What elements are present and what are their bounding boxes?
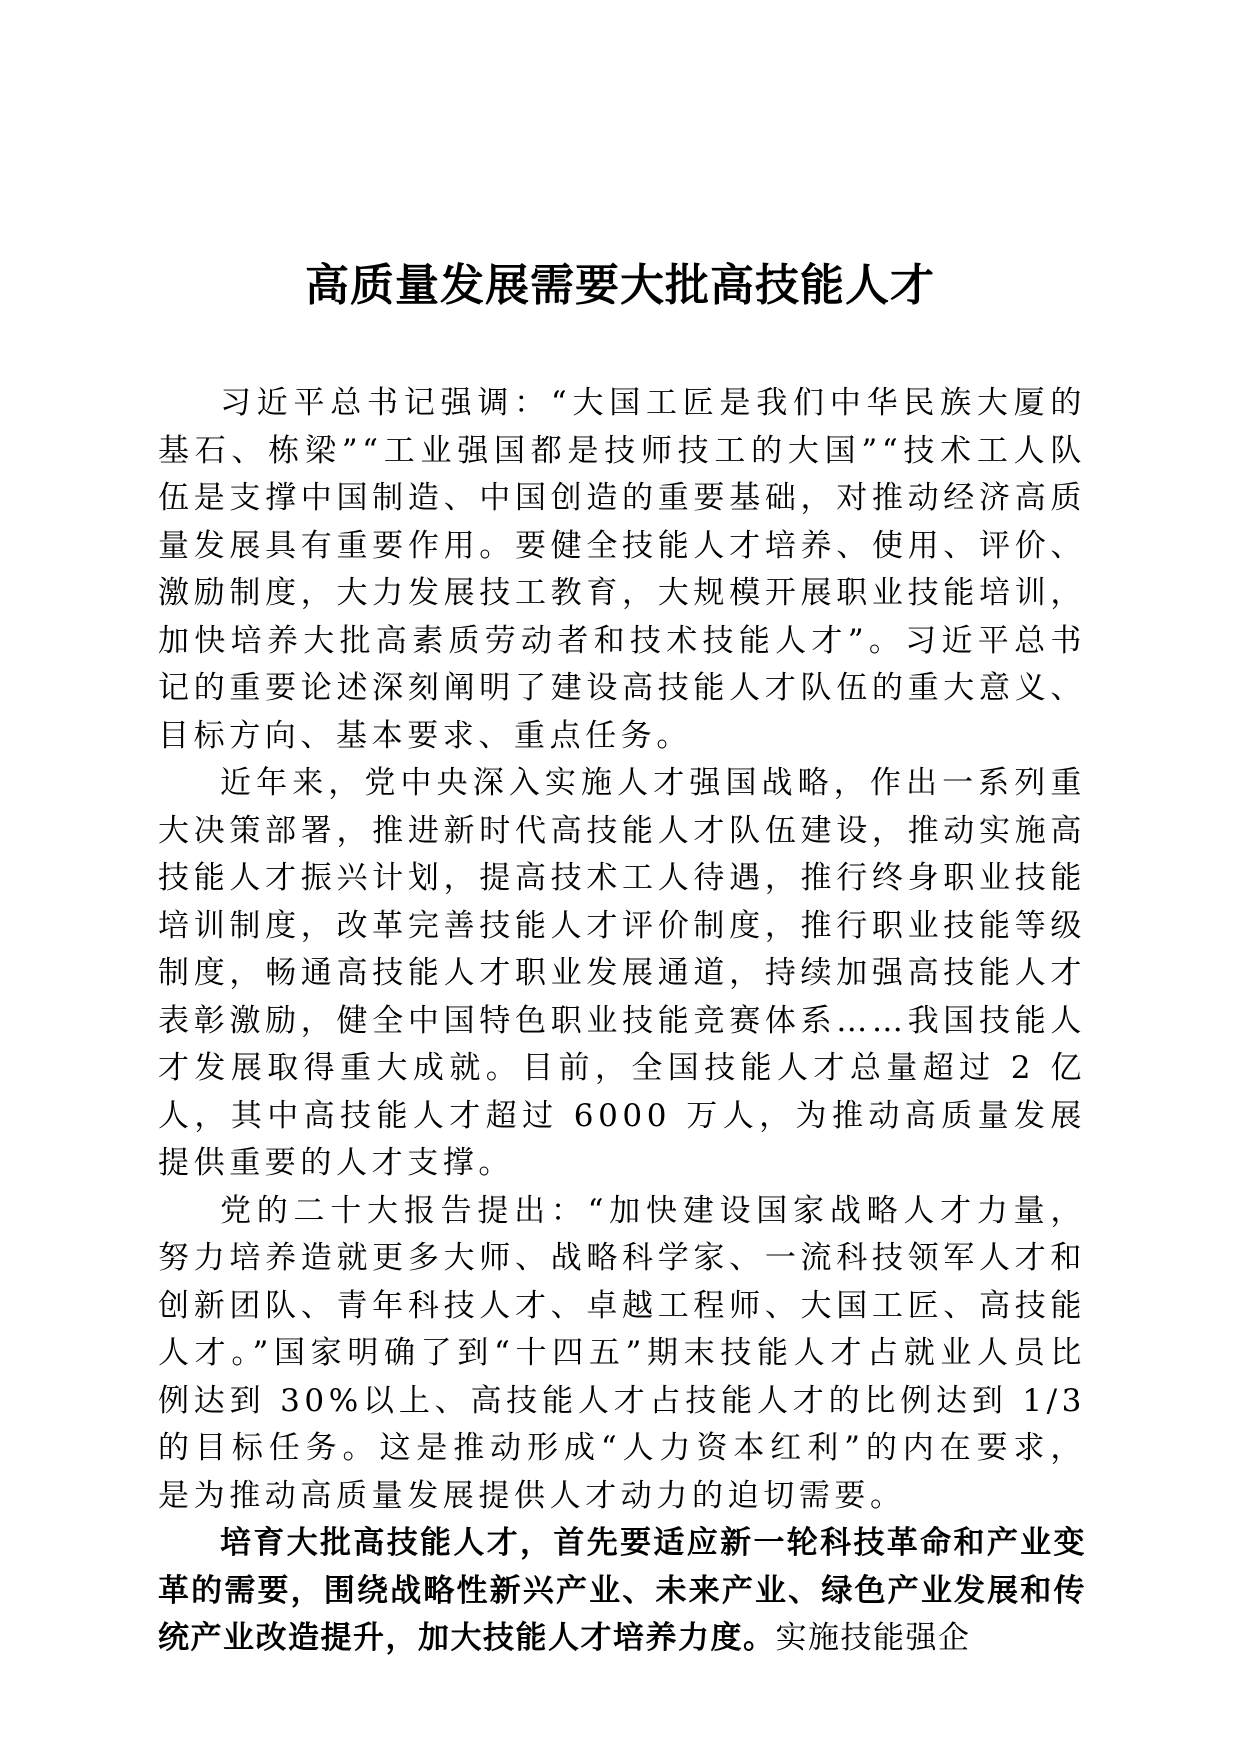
- paragraph-4-regular-tail: 实施技能强企: [775, 1620, 971, 1656]
- page-title: 高质量发展需要大批高技能人才: [305, 260, 935, 311]
- paragraph-2: 近年来，党中央深入实施人才强国战略，作出一系列重大决策部署，推进新时代高技能人才队伍建设，推动实施高技能人才振兴计划，提高技术工人待遇，推行终身职业技能培训制度，改革完善技能人才评价制度，推行职业技能等级制度，畅通高技能人才职业发展通道，持续加强高技能人才表彰激励，健全中国特色职业技能竞赛体系……我国技能人才发展取得重大成就。目前，全国技能人才总量超过 2 亿人，其中高技能人才超过 6000 万人，为推动高质量发展提供重要的人才支撑。: [158, 765, 1086, 1181]
- paragraph-4-bold-lead: 培育大批高技能人才，首先要适应新一轮科技革命和产业变革的需要，围绕战略性新兴产业、未来产业、绿色产业发展和传统产业改造提升，加大技能人才培养力度。: [158, 1525, 1086, 1656]
- article-body: [158, 380, 1086, 1663]
- paragraph-4: [158, 1520, 1086, 1663]
- paragraph-3: 党的二十大报告提出：“加快建设国家战略人才力量，努力培养造就更多大师、战略科学家、一流科技领军人才和创新团队、青年科技人才、卓越工程师、大国工匠、高技能人才。”国家明确了到“十四五”期末技能人才占就业人员比例达到 30%以上、高技能人才占技能人才的比例达到 1/3 的目标任务。这是推动形成“人力资本红利”的内在要求，是为推动高质量发展提供人才动力的迫切需要。: [158, 1192, 1086, 1514]
- paragraph-1: 习近平总书记强调：“大国工匠是我们中华民族大厦的基石、栋梁”“工业强国都是技师技工的大国”“技术工人队伍是支撑中国制造、中国创造的重要基础，对推动经济高质量发展具有重要作用。要健全技能人才培养、使用、评价、激励制度，大力发展技工教育，大规模开展职业技能培训，加快培养大批高素质劳动者和技术技能人才”。习近平总书记的重要论述深刻阐明了建设高技能人才队伍的重大意义、目标方向、基本要求、重点任务。: [158, 385, 1086, 754]
